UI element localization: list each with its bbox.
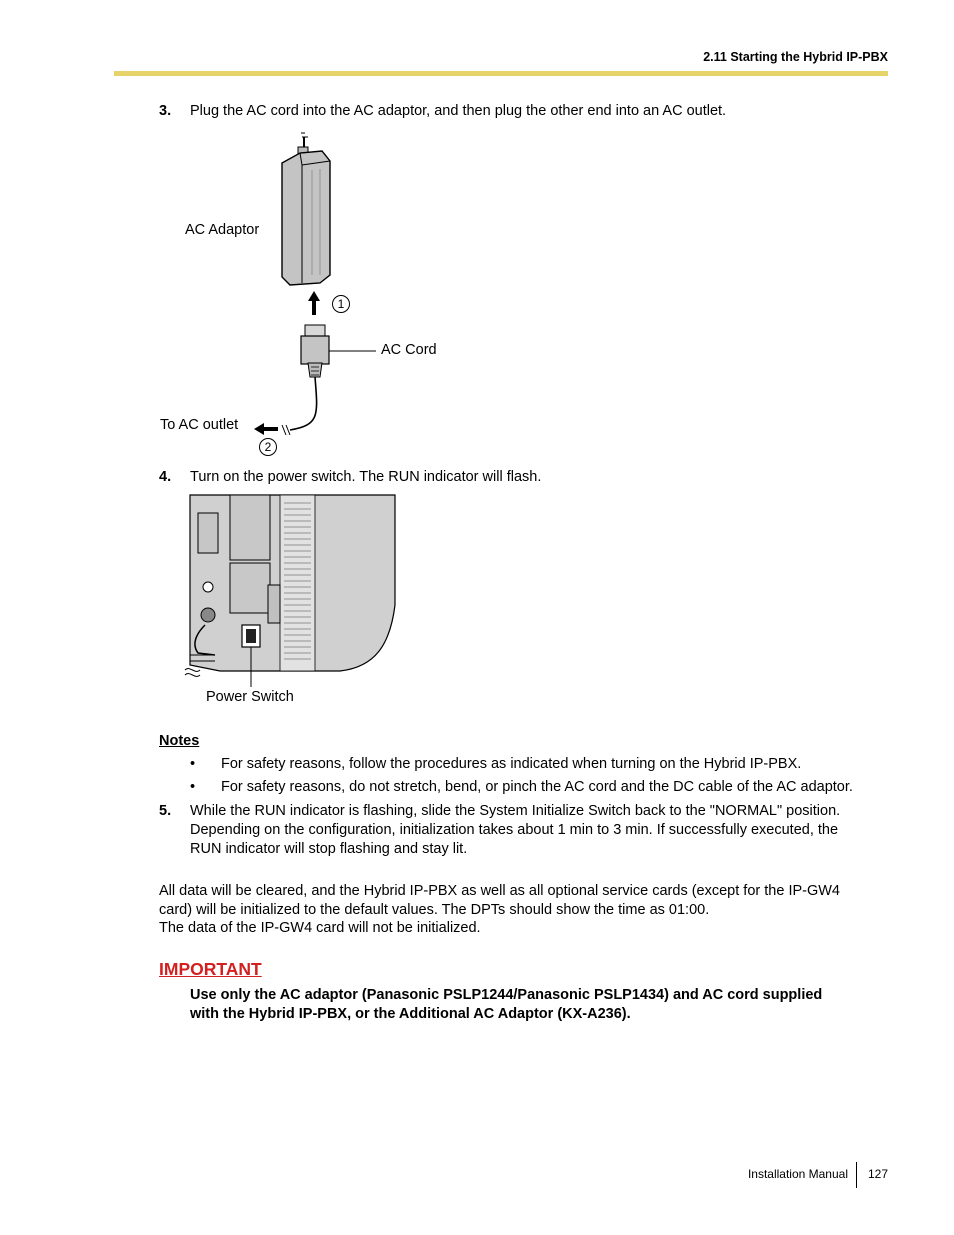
important-line: Use only the AC adaptor (Panasonic PSLP1244/Panasonic PSLP1434) and AC cord supplied bbox=[190, 987, 823, 1003]
ac-adaptor-illustration bbox=[150, 125, 470, 465]
unit-side-illustration bbox=[180, 495, 410, 715]
ac-adaptor-figure bbox=[150, 125, 470, 465]
ac-adaptor-label: AC Adaptor bbox=[185, 222, 260, 238]
footer-manual-title: Installation Manual bbox=[747, 1167, 848, 1181]
to-ac-outlet-label: To AC outlet bbox=[160, 417, 239, 433]
note-item: For safety reasons, follow the procedures as indicated when turning on the Hybrid IP-PBX. bbox=[221, 756, 802, 772]
paragraph-line: card) will be initialized to the default values. The DPTs should show the time as 01:00. bbox=[159, 902, 710, 918]
step-5-line: Depending on the configuration, initialization takes about 1 min to 3 min. If successfully executed, the bbox=[190, 822, 839, 838]
note-bullet: • bbox=[190, 756, 196, 772]
step-marker-1: 1 bbox=[332, 295, 350, 313]
section-title: 2.11 Starting the Hybrid IP-PBX bbox=[703, 50, 888, 64]
page-number: 127 bbox=[868, 1167, 889, 1181]
step-5-number: 5. bbox=[159, 803, 172, 819]
ac-cord-label: AC Cord bbox=[381, 342, 437, 358]
notes-title: Notes bbox=[159, 733, 200, 749]
note-item: For safety reasons, do not stretch, bend, or pinch the AC cord and the DC cable of the AC adaptor. bbox=[221, 779, 853, 795]
power-switch-label: Power Switch bbox=[206, 689, 294, 705]
step-marker-2: 2 bbox=[259, 438, 277, 456]
step-4-number: 4. bbox=[159, 469, 172, 485]
step-4-text: Turn on the power switch. The RUN indicator will flash. bbox=[190, 469, 542, 485]
important-heading: IMPORTANT bbox=[159, 959, 262, 979]
important-line: with the Hybrid IP-PBX, or the Additional AC Adaptor (KX-A236). bbox=[190, 1006, 631, 1022]
step-3-number: 3. bbox=[159, 103, 172, 119]
note-bullet: • bbox=[190, 779, 196, 795]
step-5-line: While the RUN indicator is flashing, slide the System Initialize Switch back to the "NORMAL" position. bbox=[190, 803, 841, 819]
paragraph-line: All data will be cleared, and the Hybrid IP-PBX as well as all optional service cards (except for the IP-GW4 bbox=[159, 883, 840, 899]
power-switch-figure bbox=[180, 495, 410, 715]
paragraph-line: The data of the IP-GW4 card will not be initialized. bbox=[159, 920, 481, 936]
step-5-line: RUN indicator will stop flashing and stay lit. bbox=[190, 841, 468, 857]
footer-separator bbox=[856, 1162, 857, 1188]
step-3-text: Plug the AC cord into the AC adaptor, and then plug the other end into an AC outlet. bbox=[190, 103, 727, 119]
header-rule bbox=[114, 71, 888, 76]
